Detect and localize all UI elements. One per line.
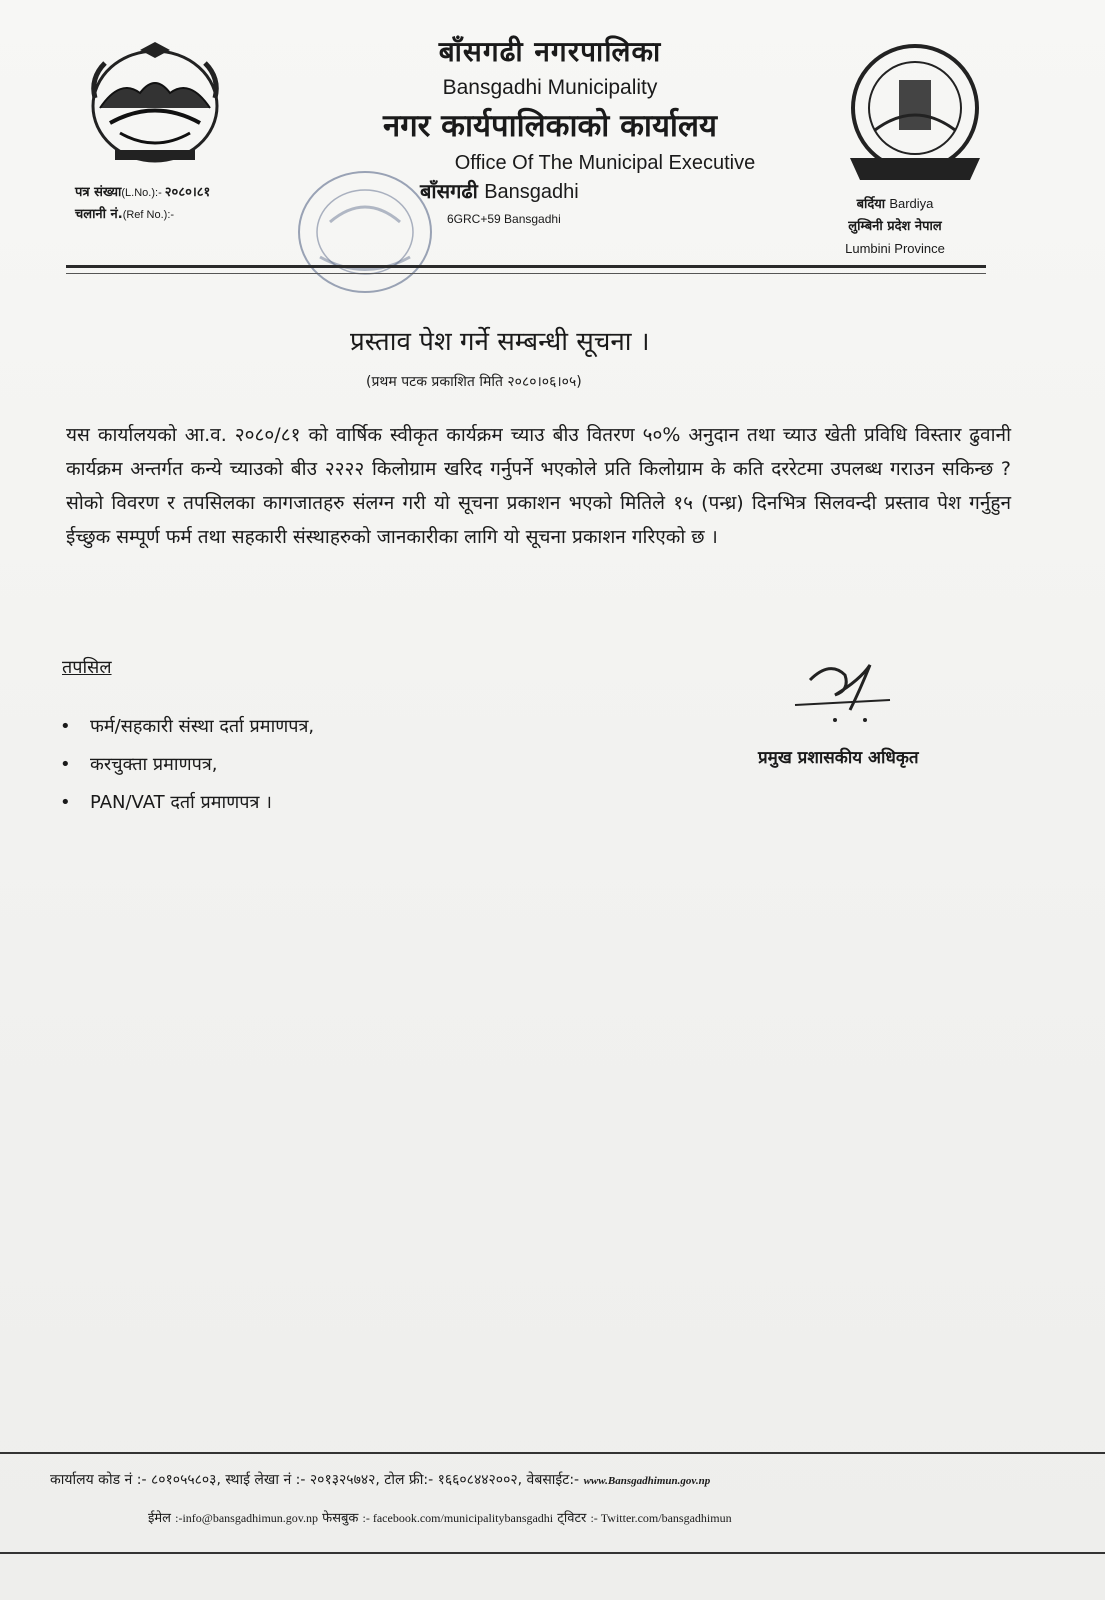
district-labels [820,193,970,260]
plus-code: 6GRC+59 Bansgadhi [447,212,561,226]
municipality-name-en: Bansgadhi Municipality [442,76,658,99]
office-place [420,177,579,204]
nepal-emblem-logo [80,38,230,168]
place-np: बाँसगढी [420,179,478,203]
twitter-label: ट्विटर [557,1511,591,1526]
footer-divider [0,1452,1105,1454]
list-item: • PAN/VAT दर्ता प्रमाणपत्र । [60,784,314,822]
tapsil-heading: तपसिल [62,657,112,678]
email-link[interactable]: :-info@bansgadhimun.gov.np [175,1511,319,1525]
district-np: बर्दिया [856,197,886,212]
letter-number-label-en: (L.No.):- [121,187,165,199]
document-list [60,708,314,822]
list-item: • फर्म/सहकारी संस्था दर्ता प्रमाणपत्र, [60,708,314,746]
facebook-link[interactable]: :- facebook.com/municipalitybansgadhi [362,1511,554,1525]
footer-line-1 [50,1470,710,1489]
header-divider-thin [66,273,986,274]
office-name-np: नगर कार्यपालिकाको कार्यालय [383,108,717,144]
letter-number-value: २०८०।८१ [164,185,211,200]
dispatch-number [75,204,210,226]
notice-title: प्रस्ताव पेश गर्ने सम्बन्धी सूचना । [350,327,650,357]
letter-number-label-np: पत्र संख्या [75,185,122,200]
municipality-seal-logo [835,40,995,190]
municipality-name-np: बाँसगढी नगरपालिका [438,35,662,68]
website-link[interactable]: www.Bansgadhimun.gov.np [583,1475,711,1487]
list-item: • करचुक्ता प्रमाणपत्र, [60,746,314,784]
province-en: Lumbini Province [845,241,945,256]
handwritten-signature [790,650,900,730]
twitter-link[interactable]: :- Twitter.com/bansgadhimun [590,1511,732,1525]
signatory-title: प्रमुख प्रशासकीय अधिकृत [758,748,919,768]
footer-bottom-divider [0,1552,1105,1554]
dispatch-number-label-en: (Ref No.):- [122,209,175,221]
header-divider [66,265,986,268]
office-name-en: Office Of The Municipal Executive [454,152,756,174]
reference-block [75,182,210,226]
place-en: Bansgadhi [484,181,579,203]
notice-body: यस कार्यालयको आ.व. २०८०/८१ को वार्षिक स्वीकृत कार्यक्रम च्याउ बीउ वितरण ५०% अनुदान तथा च्याउ खेती प्रविधि विस्तार ढुवानी कार्यक्रम अन्तर्गत कन्ये च्याउको बीउ २२२२ किलोग्राम खरिद गर्नुपर्ने भएकोले प्रति किलोग्राम के कति दररेटमा उपलब्ध गराउन सकिन्छ ? सोको विवरण र तपसिलका कागजातहरु संलग्न गरी यो सूचना प्रकाशन भएको मितिले १५ (पन्ध्र) दिनभित्र सिलवन्दी प्रस्ताव पेश गर्नुहुन ईच्छुक सम्पूर्ण फर्म तथा सहकारी संस्थाहरुको जानकारीका लागि यो सूचना प्रकाशन गरिएको छ । [66,424,1011,548]
letter-number [75,182,210,204]
dispatch-number-label-np: चलानी नं. [75,207,123,222]
office-stamp [290,162,440,307]
notice-subtitle: (प्रथम पटक प्रकाशित मिति २०८०।०६।०५) [366,374,582,390]
footer-codes: कार्यालय कोड नं :- ८०१०५५८०३, स्थाई लेखा नं :- २०१३२५७४२, टोल फ्री:- १६६०८४४२००२, वेबसाईट:- [50,1472,584,1488]
facebook-label: फेसबुक [322,1511,363,1526]
province-np: लुम्बिनी प्रदेश नेपाल [848,219,942,234]
email-label: ईमेल [148,1511,176,1526]
district-en: Bardiya [889,196,934,211]
footer-line-2 [148,1508,732,1526]
